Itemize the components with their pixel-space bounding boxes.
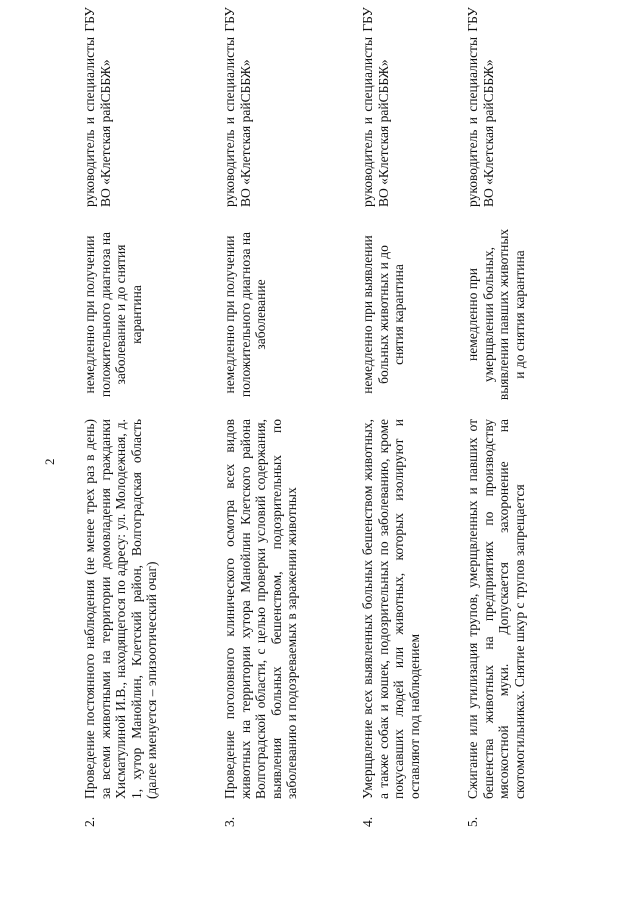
- measure-responsible: руководитель и специалисты ГБУ ВО «Клетская райСББЖ»: [222, 7, 253, 207]
- row-number: 2.: [82, 816, 97, 827]
- measure-term: немедленно при получении положительного диагноза на заболевание: [222, 231, 268, 398]
- row-number: 4.: [360, 816, 375, 827]
- table-row: [82, 7, 202, 827]
- table-row: [222, 7, 342, 827]
- page-number: 2: [42, 458, 57, 465]
- row-number: 5.: [465, 816, 480, 827]
- measure-description: Сжигание или утилизация трупов, умерщвленных и павших от бешенства животных на предприятиях по производству мясокостной муки. Допускается захоронение на скотомогильниках. Снятие шкур с трупов запрещается: [465, 419, 527, 799]
- measure-responsible: руководитель и специалисты ГБУ ВО «Клетская райСББЖ»: [82, 7, 113, 207]
- row-number: 3.: [222, 816, 237, 827]
- measure-term: немедленно при получении положительного диагноза на заболевание и до снятия карантина: [82, 231, 144, 398]
- measure-description: Проведение постоянного наблюдения (не менее трех раз в день) за всеми животными на территории домовладения гражданки Хисматулиной И.В., находящегося по адресу: ул. Молодежная, д. 1, хутор Манойлин, Клетский район, Волгоградская область (далее именуется – эпизоотический очаг): [82, 419, 159, 799]
- measure-description: Умерщвление всех выявленных больных бешенством животных, а также собак и кошек, подозрительных по заболеванию, кроме покусавших людей или животных, которых изолируют и оставляют под наблюдением: [360, 419, 422, 799]
- measure-term: немедленно при выявлении больных животных и до снятия карантина: [360, 235, 406, 394]
- measure-responsible: руководитель и специалисты ГБУ ВО «Клетская райСББЖ»: [360, 7, 391, 207]
- table-row: [360, 7, 480, 827]
- measure-description: Проведение поголовного клинического осмотра всех видов животных на территории хутора Манойлин Клетского района Волгоградской области, с целью проверки условий содержания, выявления больных бешенством, подозрительных по заболеванию и подозреваемых в заражении животных: [222, 419, 299, 799]
- measure-term: немедленно при умерщвлении больных, выявлении павших животных и до снятия карантина: [465, 228, 527, 401]
- measure-responsible: руководитель и специалисты ГБУ ВО «Клетская райСББЖ»: [465, 7, 496, 207]
- table-row: [465, 7, 585, 827]
